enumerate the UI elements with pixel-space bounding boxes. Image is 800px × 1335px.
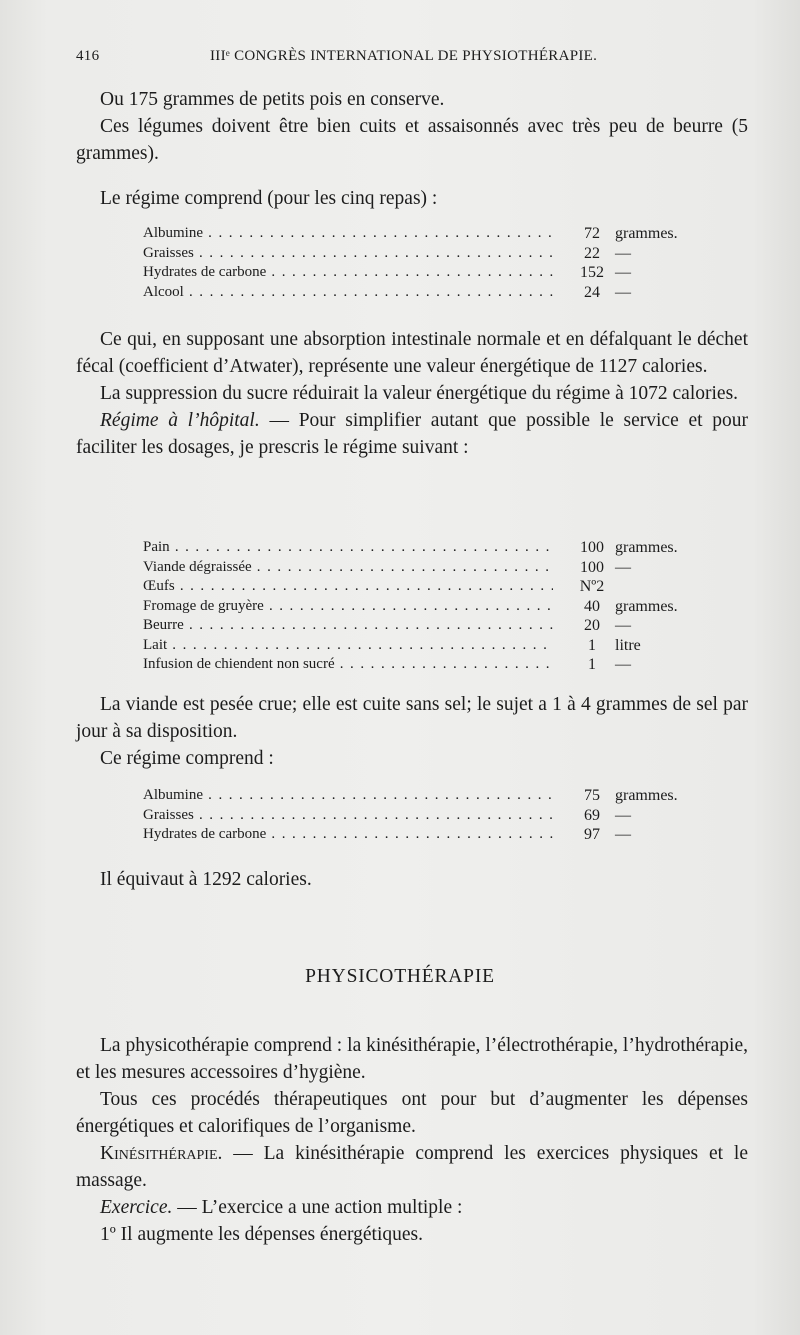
table-row — [143, 538, 703, 558]
row-label: Hydrates de carbone . . . — [143, 825, 553, 845]
table-row — [143, 786, 703, 806]
equivaut-text: Il équivaut à 1292 calories. — [100, 869, 312, 890]
row-label: Albumine . . . — [143, 224, 553, 244]
row-value: 97 — [584, 826, 600, 843]
row-value: 72 — [584, 225, 600, 242]
table-row — [143, 825, 703, 845]
suppression-sucre-text: La suppression du sucre réduirait la valeur énergétique du régime à 1072 calories. — [100, 383, 739, 404]
row-label: Hydrates de carbone . . . — [143, 263, 553, 283]
row-label: Graisses . . . — [143, 806, 553, 826]
regime-hopital-body: — Pour simplifier autant que possible le service et pour faciliter les dosages, je prescris le régime suivant : — [76, 410, 749, 458]
kinesitherapie-text — [76, 1140, 748, 1194]
row-unit: grammes. — [615, 597, 678, 615]
row-label: Graisses . . . — [143, 244, 553, 264]
paragraph-regime-cinq-repas — [76, 185, 748, 212]
table-row — [143, 616, 703, 636]
table-row — [143, 558, 703, 578]
row-value: 152 — [580, 264, 604, 281]
row-label: Alcool . . . — [143, 283, 553, 303]
table-row — [143, 263, 703, 283]
paragraph-peas — [76, 86, 748, 167]
absorption-text: Ce qui, en supposant une absorption intestinale normale et en défalquant le déchet fécal (coefficient d’Atwater), représente une valeur énergétique de 1127 calories. — [76, 329, 748, 377]
nutrient-table-2 — [143, 786, 703, 845]
exercice-text — [76, 1194, 748, 1221]
kinesitherapie-body: — La kinésithérapie comprend les exercices physiques et le massage. — [76, 1143, 748, 1191]
paragraph-equivaut — [76, 866, 748, 893]
row-label: Œufs . . . — [143, 577, 553, 597]
row-label: Pain . . . — [143, 538, 553, 558]
section-heading: PHYSICOTHÉRAPIE — [305, 966, 495, 987]
table-row — [143, 597, 703, 617]
paragraph-viande — [76, 691, 748, 772]
line-petits-pois: Ou 175 grammes de petits pois en conserve. — [100, 89, 445, 110]
table-row — [143, 577, 703, 597]
row-label: Lait . . . — [143, 636, 553, 656]
running-title: IIIᵉ CONGRÈS INTERNATIONAL DE PHYSIOTHÉRAPIE. — [210, 48, 598, 64]
regime-hopital-text — [76, 407, 748, 461]
page-number: 416 — [76, 48, 100, 64]
nutrient-table-1 — [143, 224, 703, 302]
row-value: 75 — [584, 787, 600, 804]
running-header — [76, 48, 756, 72]
row-value: 40 — [584, 597, 600, 615]
row-label: Fromage de gruyère . . . — [143, 597, 553, 617]
table-row — [143, 655, 703, 675]
regime-comprend-text: Ce régime comprend : — [100, 748, 274, 769]
row-unit: — — [615, 264, 631, 281]
procedes-text: Tous ces procédés thérapeutiques ont pour but d’augmenter les dépenses énergétiques et calorifiques de l’organisme. — [76, 1089, 748, 1137]
row-unit: — — [615, 283, 631, 301]
row-value: 20 — [584, 617, 600, 634]
row-label: Albumine . . . — [143, 786, 553, 806]
table-row — [143, 224, 703, 244]
table-row — [143, 283, 703, 303]
row-unit: — — [615, 826, 631, 843]
physicotherapie-text: La physicothérapie comprend : la kinésithérapie, l’électrothérapie, l’hydrothérapie, et les mesures accessoires d’hygiène. — [76, 1035, 748, 1083]
row-value: 100 — [580, 539, 604, 556]
table-row — [143, 244, 703, 264]
row-label: Beurre . . . — [143, 616, 553, 636]
kinesitherapie-title: Kinésithérapie. — [100, 1143, 223, 1164]
paragraph-legumes: Ces légumes doivent être bien cuits et assaisonnés avec très peu de beurre (5 grammes). — [76, 116, 748, 164]
row-label: Viande dégraissée . . . — [143, 558, 553, 578]
row-label: Infusion de chiendent non sucré . . . — [143, 655, 553, 675]
row-unit: litre — [615, 636, 641, 654]
row-unit: — — [615, 558, 631, 576]
diet-table — [143, 538, 703, 675]
row-value: 22 — [584, 244, 600, 262]
exercice-body: — L’exercice a une action multiple : — [172, 1197, 463, 1218]
row-unit: — — [615, 656, 631, 673]
table-row — [143, 806, 703, 826]
regime-hopital-title: Régime à l’hôpital. — [100, 410, 260, 431]
row-value: 1 — [588, 656, 596, 673]
row-value: 24 — [584, 283, 600, 301]
row-value: 69 — [584, 806, 600, 824]
table-row — [143, 636, 703, 656]
row-unit: grammes. — [615, 539, 678, 556]
row-value: 100 — [580, 558, 604, 576]
row-unit: — — [615, 244, 631, 262]
row-unit: — — [615, 806, 631, 824]
row-unit: — — [615, 617, 631, 634]
row-value: 1 — [588, 636, 596, 654]
regime-intro-text: Le régime comprend (pour les cinq repas) : — [100, 188, 438, 209]
viande-text: La viande est pesée crue; elle est cuite sans sel; le sujet a 1 à 4 grammes de sel par jour à sa disposition. — [76, 694, 748, 742]
row-value: Nº2 — [579, 578, 605, 595]
row-unit: grammes. — [615, 225, 678, 242]
row-unit: grammes. — [615, 787, 678, 804]
paragraph-absorption — [76, 326, 748, 461]
physicotherapie-body — [76, 1032, 748, 1248]
depenses-energetiques-text: 1º Il augmente les dépenses énergétiques. — [100, 1224, 423, 1245]
exercice-title: Exercice. — [100, 1197, 173, 1218]
